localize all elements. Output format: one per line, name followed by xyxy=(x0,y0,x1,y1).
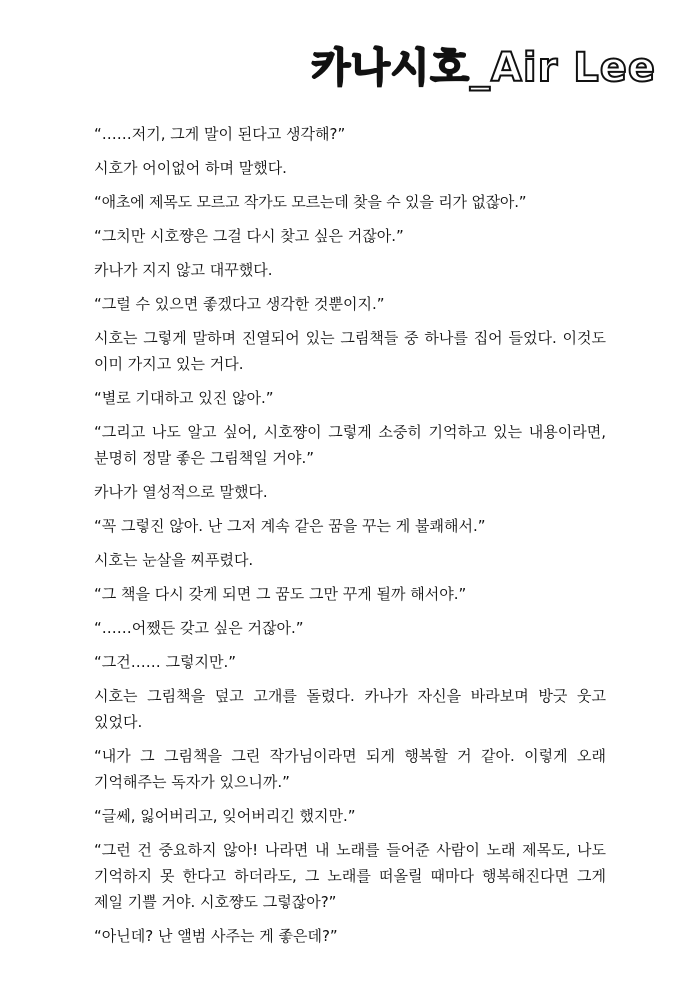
paragraph-7: 시호는 그렇게 말하며 진열되어 있는 그림책들 중 하나를 집어 들었다. 이것도 이미 가지고 있는 거다. xyxy=(94,329,606,373)
page-header-title: 카나시호_Air Lee xyxy=(311,45,656,91)
paragraph-3: “애초에 제목도 모르고 작가도 모르는데 찾을 수 있을 리가 없잖아.” xyxy=(94,193,527,211)
paragraph-4: “그치만 시호쨩은 그걸 다시 찾고 싶은 거잖아.” xyxy=(94,227,404,245)
paragraph-5: 카나가 지지 않고 대꾸했다. xyxy=(94,261,273,279)
paragraph-2: 시호가 어이없어 하며 말했다. xyxy=(94,159,287,177)
paragraph-9: “그리고 나도 알고 싶어, 시호쨩이 그렇게 소중히 기억하고 있는 내용이라면, 분명히 정말 좋은 그림책일 거야.” xyxy=(94,423,606,467)
story-text xyxy=(94,121,606,957)
paragraph-19: “그런 건 중요하지 않아! 나라면 내 노래를 들어준 사람이 노래 제목도, 나도 기억하지 못 한다고 하더라도, 그 노래를 떠올릴 때마다 행복해진다면 그게 제일 기쁠 거야. 시호쨩도 그렇잖아?” xyxy=(94,841,606,911)
paragraph-12: 시호는 눈살을 찌푸렸다. xyxy=(94,551,254,569)
paragraph-1: “……저기, 그게 말이 된다고 생각해?” xyxy=(94,125,346,143)
paragraph-18: “글쎄, 잃어버리고, 잊어버리긴 했지만.” xyxy=(94,807,356,825)
paragraph-20: “아닌데? 난 앨범 사주는 게 좋은데?” xyxy=(94,927,338,945)
paragraph-16: 시호는 그림책을 덮고 고개를 돌렸다. 카나가 자신을 바라보며 방긋 웃고 있었다. xyxy=(94,687,606,731)
paragraph-17: “내가 그 그림책을 그린 작가님이라면 되게 행복할 거 같아. 이렇게 오래 기억해주는 독자가 있으니까.” xyxy=(94,747,606,791)
paragraph-6: “그럴 수 있으면 좋겠다고 생각한 것뿐이지.” xyxy=(94,295,385,313)
paragraph-8: “별로 기대하고 있진 않아.” xyxy=(94,389,274,407)
paragraph-11: “꼭 그렇진 않아. 난 그저 계속 같은 꿈을 꾸는 게 불쾌해서.” xyxy=(94,517,486,535)
paragraph-15: “그건…… 그렇지만.” xyxy=(94,653,237,671)
paragraph-14: “……어쨌든 갖고 싶은 거잖아.” xyxy=(94,619,304,637)
paragraph-10: 카나가 열성적으로 말했다. xyxy=(94,483,268,501)
paragraph-13: “그 책을 다시 갖게 되면 그 꿈도 그만 꾸게 될까 해서야.” xyxy=(94,585,467,603)
